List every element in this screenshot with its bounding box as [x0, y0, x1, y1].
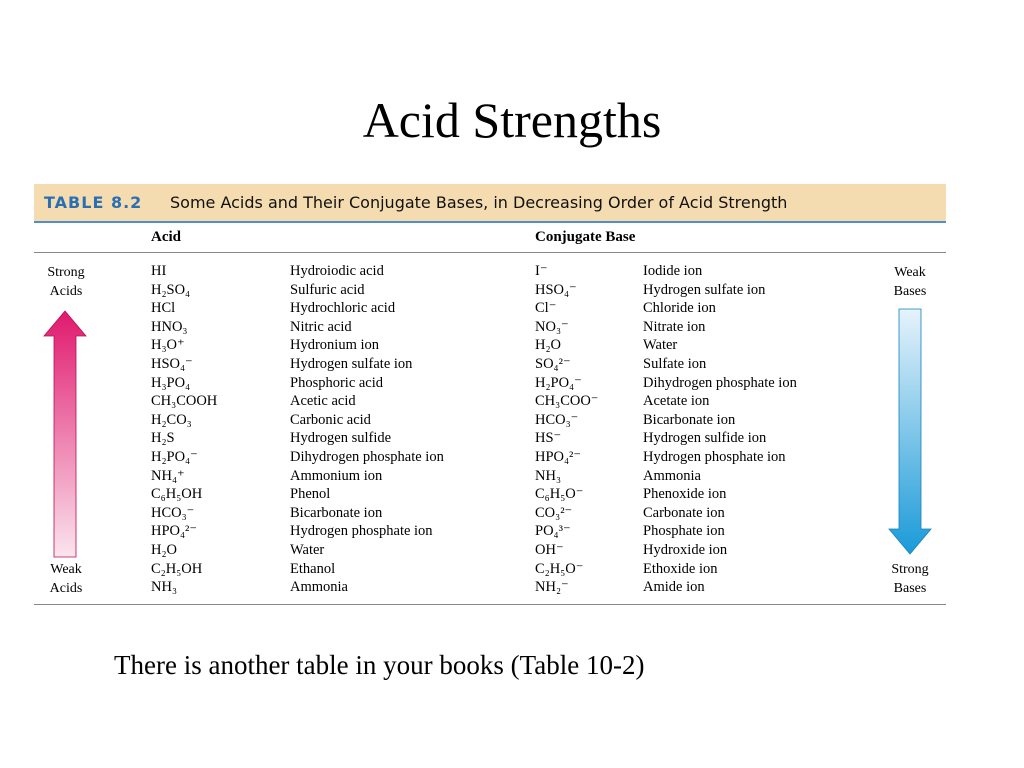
- acid-column-header: Acid: [151, 229, 181, 245]
- acid-name: Water: [290, 541, 325, 558]
- base-name: Hydrogen sulfate ion: [643, 281, 766, 298]
- acid-name: Ammonia: [290, 579, 348, 596]
- acid-formula: C₆H₅OH: [151, 486, 203, 503]
- base-formula: C₂H₅O⁻: [535, 560, 584, 577]
- table-row: [34, 448, 946, 467]
- acid-formula: H₂SO₄: [151, 281, 191, 298]
- acid-formula: NH₄⁺: [151, 467, 185, 484]
- base-formula: Cl⁻: [535, 300, 557, 317]
- acid-name: Hydrogen phosphate ion: [290, 523, 433, 540]
- base-formula: I⁻: [535, 263, 548, 279]
- base-formula: CO₃²⁻: [535, 504, 573, 521]
- table-row: [34, 392, 946, 411]
- table-row: [34, 467, 946, 486]
- strong-bases-label-line2: Bases: [893, 581, 927, 596]
- table-row: [34, 485, 946, 504]
- weak-acids-label-line1: Weak: [50, 562, 82, 577]
- acid-formula: NH₃: [151, 579, 177, 596]
- table-row: [34, 355, 946, 374]
- base-name: Sulfate ion: [643, 355, 707, 372]
- strong-acids-label-line1: Strong: [47, 265, 85, 280]
- acid-formula: HI: [151, 263, 167, 279]
- base-name: Chloride ion: [643, 300, 716, 317]
- table-row: [34, 318, 946, 337]
- base-name: Water: [643, 337, 678, 354]
- weak-bases-label-line1: Weak: [894, 265, 926, 280]
- base-name: Acetate ion: [643, 393, 710, 410]
- base-name: Dihydrogen phosphate ion: [643, 374, 797, 391]
- acid-formula: H₂O: [151, 541, 177, 558]
- acid-name: Hydrochloric acid: [290, 300, 396, 317]
- acid-formula: H₃PO₄: [151, 374, 191, 391]
- header-divider: [34, 252, 946, 253]
- acid-name: Nitric acid: [290, 318, 352, 335]
- acid-formula: HSO₄⁻: [151, 355, 193, 372]
- base-formula: HSO₄⁻: [535, 281, 577, 298]
- acid-formula: C₂H₅OH: [151, 560, 203, 577]
- table-row: [34, 336, 946, 355]
- base-formula: H₂PO₄⁻: [535, 374, 582, 391]
- slide-title: Acid Strengths: [362, 92, 662, 148]
- acid-name: Bicarbonate ion: [290, 504, 383, 521]
- acid-name: Hydronium ion: [290, 337, 380, 354]
- base-formula: NH₂⁻: [535, 579, 569, 596]
- base-formula: NO₃⁻: [535, 318, 569, 335]
- table-row: [34, 429, 946, 448]
- acid-formula: HNO₃: [151, 318, 188, 335]
- base-name: Ammonia: [643, 467, 701, 484]
- table-row: [34, 522, 946, 541]
- acid-name: Carbonic acid: [290, 411, 371, 428]
- acid-name: Hydroiodic acid: [290, 263, 384, 279]
- acid-formula: CH₃COOH: [151, 393, 218, 410]
- table-row: [34, 411, 946, 430]
- base-name: Nitrate ion: [643, 318, 706, 335]
- table-row: [34, 374, 946, 393]
- base-formula: SO₄²⁻: [535, 355, 571, 372]
- base-name: Hydrogen sulfide ion: [643, 430, 767, 447]
- acid-name: Ethanol: [290, 560, 336, 577]
- base-formula: H₂O: [535, 337, 561, 354]
- strong-bases-label-line1: Strong: [891, 562, 929, 577]
- slide-caption: There is another table in your books (Table 10-2): [114, 650, 645, 680]
- table-header: [34, 184, 946, 223]
- weak-bases-label-line2: Bases: [893, 284, 927, 299]
- base-column-header: Conjugate Base: [535, 229, 636, 245]
- base-formula: HS⁻: [535, 430, 562, 447]
- acid-name: Ammonium ion: [290, 467, 383, 484]
- base-formula: OH⁻: [535, 541, 564, 558]
- table-row: [34, 299, 946, 318]
- base-name: Phenoxide ion: [643, 486, 727, 503]
- base-name: Phosphate ion: [643, 523, 725, 540]
- base-formula: HCO₃⁻: [535, 411, 579, 428]
- base-name: Bicarbonate ion: [643, 411, 736, 428]
- base-formula: HPO₄²⁻: [535, 448, 582, 465]
- table-row: [34, 560, 946, 579]
- table-row: [34, 262, 946, 281]
- acid-formula: H₂CO₃: [151, 411, 192, 428]
- table-label: TABLE 8.2: [44, 193, 143, 212]
- base-formula: CH₃COO⁻: [535, 393, 599, 410]
- table-row: [34, 281, 946, 300]
- acid-name: Dihydrogen phosphate ion: [290, 448, 444, 465]
- base-name: Carbonate ion: [643, 504, 725, 521]
- base-name: Amide ion: [643, 579, 705, 596]
- base-formula: C₆H₅O⁻: [535, 486, 584, 503]
- table-row: [34, 578, 946, 597]
- acid-name: Hydrogen sulfate ion: [290, 355, 413, 372]
- table-bottom-divider: [34, 604, 946, 605]
- base-formula: NH₃: [535, 467, 561, 484]
- acid-formula: H₃O⁺: [151, 337, 185, 354]
- acid-formula: H₂PO₄⁻: [151, 448, 198, 465]
- table-body: [34, 262, 946, 597]
- acid-name: Hydrogen sulfide: [290, 430, 392, 447]
- acid-formula: H₂S: [151, 430, 175, 447]
- base-name: Hydrogen phosphate ion: [643, 448, 786, 465]
- table-row: [34, 504, 946, 523]
- weak-acids-label-line2: Acids: [49, 581, 83, 596]
- table-caption: Some Acids and Their Conjugate Bases, in Decreasing Order of Acid Strength: [170, 193, 788, 212]
- base-name: Iodide ion: [643, 263, 703, 279]
- acid-formula: HCO₃⁻: [151, 504, 195, 521]
- acid-name: Acetic acid: [290, 393, 356, 410]
- table-row: [34, 541, 946, 560]
- acid-formula: HPO₄²⁻: [151, 523, 198, 540]
- acid-name: Sulfuric acid: [290, 281, 365, 298]
- base-formula: PO₄³⁻: [535, 523, 571, 540]
- acid-table: [34, 184, 946, 606]
- base-name: Hydroxide ion: [643, 541, 728, 558]
- acid-formula: HCl: [151, 300, 176, 317]
- strong-acids-label-line2: Acids: [49, 284, 83, 299]
- base-name: Ethoxide ion: [643, 560, 718, 577]
- acid-name: Phosphoric acid: [290, 374, 384, 391]
- acid-name: Phenol: [290, 486, 331, 503]
